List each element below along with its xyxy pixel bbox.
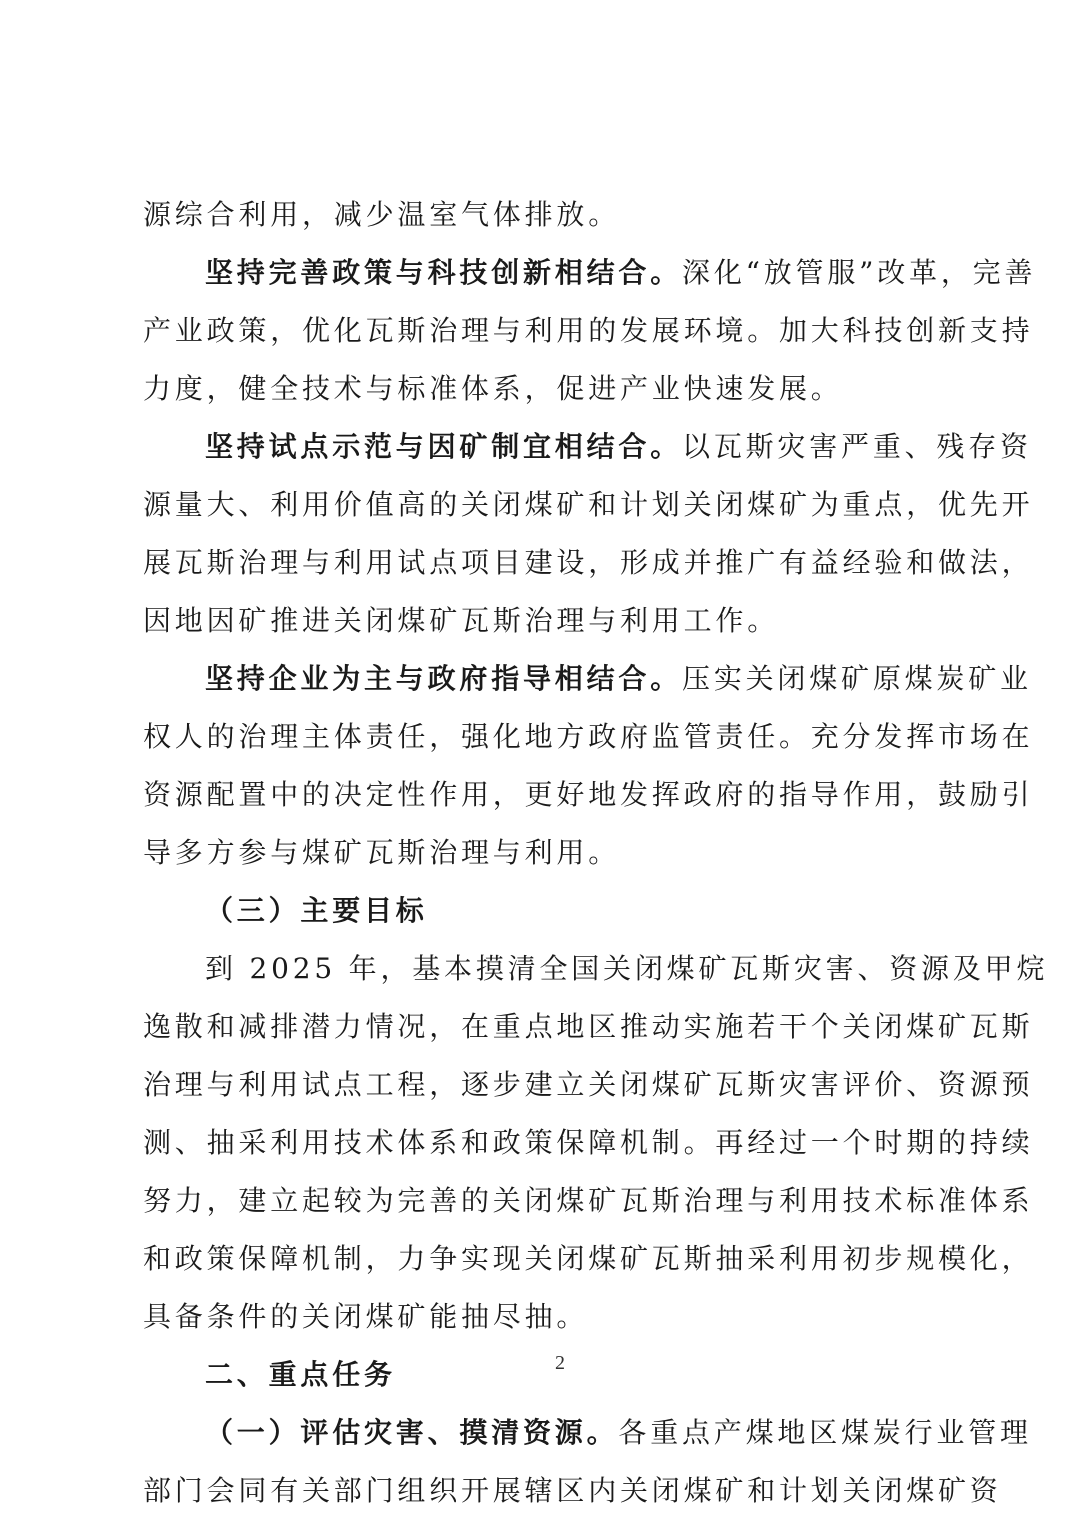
text-line bbox=[143, 1056, 1034, 1114]
line-text: 因地因矿推进关闭煤矿瓦斯治理与利用工作。 bbox=[143, 604, 780, 637]
text-line bbox=[143, 824, 945, 882]
line-text: 资源配置中的决定性作用，更好地发挥政府的指导作用，鼓励引 bbox=[143, 778, 1034, 811]
document-body bbox=[143, 186, 1049, 1520]
line-text: 逸散和减排潜力情况，在重点地区推动实施若干个关闭煤矿瓦斯 bbox=[143, 1010, 1034, 1043]
chapter-heading-text: 二、重点任务 bbox=[205, 1358, 396, 1391]
principle-heading: 坚持试点示范与因矿制宜相结合。 bbox=[205, 430, 683, 463]
text-line bbox=[143, 708, 1034, 766]
line-text: 努力，建立起较为完善的关闭煤矿瓦斯治理与利用技术标准体系 bbox=[143, 1184, 1034, 1217]
text-line bbox=[143, 592, 945, 650]
line-text: 测、抽采利用技术体系和政策保障机制。再经过一个时期的持续 bbox=[143, 1126, 1034, 1159]
text-line bbox=[143, 360, 945, 418]
line-text: 具备条件的关闭煤矿能抽尽抽。 bbox=[143, 1300, 589, 1333]
page-number: 2 bbox=[555, 1352, 565, 1374]
line-text: 展瓦斯治理与利用试点项目建设，形成并推广有益经验和做法， bbox=[143, 546, 1034, 579]
line-text: 以瓦斯灾害严重、残存资 bbox=[682, 430, 1032, 463]
line-text: 到 2025 年，基本摸清全国关闭煤矿瓦斯灾害、资源及甲烷 bbox=[205, 952, 1049, 985]
text-line bbox=[143, 1288, 945, 1346]
line-text: 源量大、利用价值高的关闭煤矿和计划关闭煤矿为重点，优先开 bbox=[143, 488, 1034, 521]
section-heading-text: （三）主要目标 bbox=[205, 894, 428, 927]
text-line bbox=[143, 476, 1034, 534]
text-line bbox=[143, 1114, 1034, 1172]
text-line bbox=[143, 940, 1049, 998]
line-text: 权人的治理主体责任，强化地方政府监管责任。充分发挥市场在 bbox=[143, 720, 1034, 753]
line-text: 导多方参与煤矿瓦斯治理与利用。 bbox=[143, 836, 621, 869]
line-text: 源综合利用，减少温室气体排放。 bbox=[143, 198, 621, 231]
line-text: 力度，健全技术与标准体系，促进产业快速发展。 bbox=[143, 372, 843, 405]
text-line bbox=[143, 1230, 1034, 1288]
principle-heading: 坚持完善政策与科技创新相结合。 bbox=[205, 256, 683, 289]
section-heading bbox=[143, 882, 945, 940]
text-line bbox=[143, 1404, 1032, 1462]
principle-heading: 坚持企业为主与政府指导相结合。 bbox=[205, 662, 683, 695]
text-line bbox=[143, 1462, 1002, 1520]
text-line bbox=[143, 534, 1034, 592]
text-line bbox=[143, 418, 1032, 476]
line-text: 治理与利用试点工程，逐步建立关闭煤矿瓦斯灾害评价、资源预 bbox=[143, 1068, 1034, 1101]
text-line bbox=[143, 998, 1034, 1056]
text-line bbox=[143, 186, 945, 244]
line-text: 产业政策，优化瓦斯治理与利用的发展环境。加大科技创新支持 bbox=[143, 314, 1034, 347]
text-line bbox=[143, 302, 1034, 360]
line-text: 深化“放管服”改革，完善 bbox=[682, 256, 1037, 289]
text-line bbox=[143, 1172, 1034, 1230]
line-text: 各重点产煤地区煤炭行业管理 bbox=[618, 1416, 1032, 1449]
line-text: 部门会同有关部门组织开展辖区内关闭煤矿和计划关闭煤矿资 bbox=[143, 1474, 1002, 1507]
text-line bbox=[143, 766, 1034, 824]
text-line bbox=[143, 650, 1032, 708]
line-text: 和政策保障机制，力争实现关闭煤矿瓦斯抽采利用初步规模化， bbox=[143, 1242, 1034, 1275]
text-line bbox=[143, 244, 1037, 302]
line-text: 压实关闭煤矿原煤炭矿业 bbox=[682, 662, 1032, 695]
task-heading: （一）评估灾害、摸清资源。 bbox=[205, 1416, 619, 1449]
